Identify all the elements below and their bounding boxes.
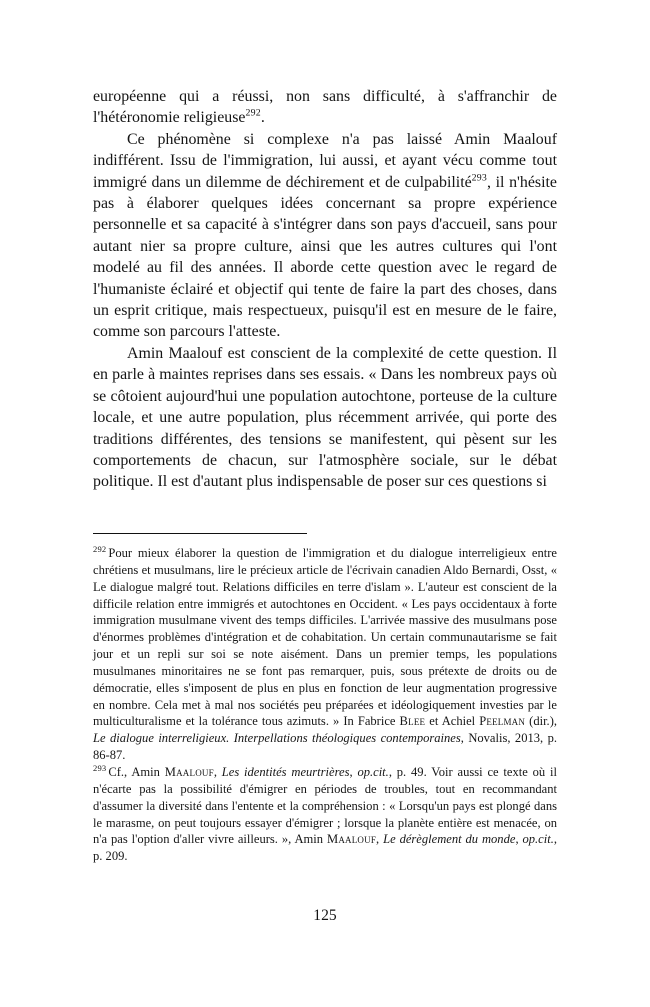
text-run: , — [376, 832, 384, 847]
title-italic: op.cit. — [522, 832, 554, 847]
body-paragraph-par-phenomene — [93, 129, 557, 343]
title-italic: Les identités meurtrières — [221, 764, 350, 779]
text-run: , p. 49. Voir aussi ce texte où il n'écarte pas la possibilité d'émigrer en périodes de troubles, tout en recommandant d'assumer la diversité dans l'entente et la compréhension : « Lorsqu'un pays est plongé dans le marasme, on peut toujours essayer d'émigrer ; lorsque la planète entière est menacée, on n'a pas l'option d'aller vivre ailleurs. », Amin — [93, 764, 557, 847]
author-name: Maalouf — [164, 764, 214, 779]
footnote-293 — [93, 764, 557, 865]
text-run: , Novalis, 2013, p. 86-87. — [93, 731, 558, 763]
footnote-separator-rule — [93, 533, 307, 534]
body-paragraph-par-conscient — [93, 343, 557, 493]
footnote-reference[interactable]: 292 — [245, 108, 261, 120]
text-run: , — [213, 764, 222, 779]
text-run: , — [349, 764, 358, 779]
page-number: 125 — [313, 907, 337, 924]
footnote-area — [93, 533, 557, 865]
text-run: Cf., Amin — [108, 764, 165, 779]
text-run: , il n'hésite pas à élaborer quelques idées concernant sa propre expérience personnelle et sa capacité à s'intégrer dans son pays d'accueil, sans pour autant nier sa propre culture, ainsi que les autres cultures qui l'ont modelé au fil des années. Il aborde cette question avec le regard de l'humaniste éclairé et objectif qui tente de faire la part des choses, dans un esprit critique, mais respectueux, puisqu'il est en mesure de le faire, comme son parcours l'atteste. — [93, 173, 557, 341]
text-run: et Achiel — [425, 714, 480, 729]
footnote-number[interactable]: 292 — [93, 543, 107, 554]
text-run: Pour mieux élaborer la question de l'immigration et du dialogue interreligieux entre chrétiens et musulmans, lire le précieux article de l'écrivain canadien Aldo Bernardi, Osst, « Le dialogue malgré tout. Relations difficiles en terre d'islam ». L'auteur est conscient de la difficile relation entre immigrés et autochtones en Occident. « Les pays occidentaux à forte immigration musulmane vivent des temps difficiles. L'arrivée massive des musulmans pose d'énormes problèmes d'intégration et de cohabitation. Un certain communautarisme se fait jour et un repli sur soi se note aisément. Dans un premier temps, les populations musulmanes minoritaires ne se font pas remarquer, puis, sous prétexte de droits ou de démocratie, elles s'imposent de plus en plus en fonction de leur augmentation progressive en nombre. Cela met à mal nos sociétés peu préparées et idéologiquement investies par le multiculturalisme et la tolérance tous azimuts. » In Fabrice — [93, 546, 557, 729]
body-text-block — [93, 86, 557, 493]
title-italic: Le dérèglement du monde — [383, 832, 516, 847]
text-run: . — [260, 109, 265, 127]
text-run: européenne qui a réussi, non sans difficulté, à s'affranchir de l'hétéronomie religieuse — [93, 88, 557, 127]
text-run: , p. 209. — [93, 832, 558, 864]
author-name: Maalouf — [326, 832, 377, 847]
footnote-reference[interactable]: 293 — [471, 172, 488, 184]
text-run: (dir.), — [525, 714, 558, 729]
text-run: Amin Maalouf est conscient de la complexité de cette question. Il en parle à maintes reprises dans ses essais. « Dans les nombreux pays où se côtoient aujourd'hui une population autochtone, porteuse de la culture locale, et une autre population, plus récemment arrivée, qui porte des traditions différentes, des tensions se manifestent, qui pèsent sur les comportements de chacun, sur l'atmosphère sociale, sur le débat politique. Il est d'autant plus indispensable de poser sur ces questions si — [93, 344, 557, 491]
body-paragraph-par-europeenne — [93, 86, 557, 129]
footnote-292 — [93, 545, 557, 764]
text-run: , — [515, 832, 523, 847]
author-name: Blee — [399, 714, 426, 729]
text-run: Ce phénomène si complexe n'a pas laissé Amin Maalouf indifférent. Issu de l'immigration, lui aussi, et ayant vécu comme tout immigré dans un dilemme de déchirement et de culpabilité — [93, 130, 557, 191]
author-name: Peelman — [479, 714, 526, 729]
title-italic: op.cit. — [357, 764, 389, 779]
title-italic: Le dialogue interreligieux. Interpellations théologiques contemporaines — [93, 731, 461, 746]
footnote-number[interactable]: 293 — [93, 762, 107, 773]
